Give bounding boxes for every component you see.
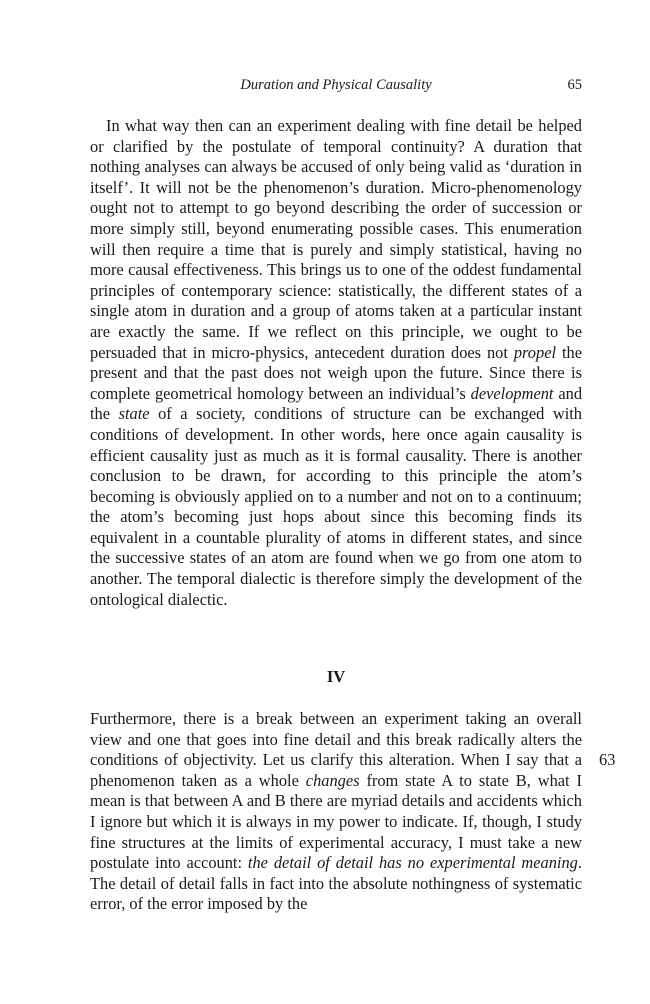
paragraph-2-text [90,709,582,915]
emphasis-detail-of-detail: the detail of detail has no experimental meaning [247,853,578,873]
text-run: and the [90,383,583,424]
text-run: . The detail of detail falls in fact into the absolute nothingness of systematic error, of the error imposed by the [90,853,582,914]
running-head [90,77,582,97]
running-title: Duration and Physical Causality [240,77,432,93]
text-run: the present and that the past does not weigh upon the future. Since there is complete geometrical homology between an individual’s [90,342,582,403]
text-run: In what way then can an experiment dealing with fine detail be helped or clarified by the postulate of temporal continuity? A duration that nothing analyses can always be accused of only being valid as ‘duration in itself’. It will not be the phenomenon’s duration. Micro-phenomenology ought not to attempt to go beyond describing the order of succession or more simply still, beyond enumerating possible cases. This enumeration will then require a time that is purely and simply statistical, having no more causal effectiveness. This brings us to one of the oddest fundamental principles of contemporary science: statistically, the different states of a single atom in duration and a group of atoms taken at a particular instant are exactly the same. If we reflect on this principle, we ought to be persuaded that in micro-physics, antecedent duration does not [90,116,582,362]
margin-page-number: 63 [599,750,616,769]
emphasis-changes: changes [305,770,360,790]
paragraph-2 [90,709,582,915]
emphasis-propel: propel [513,342,557,362]
emphasis-state: state [118,404,150,424]
text-run: from state A to state B, what I mean is that between A and B there are myriad details and accidents which I ignore but which it is always in my power to indicate. If, though, I study fine structures at the limits of experimental accuracy, I must take a new postulate into account: [90,770,582,873]
paragraph-1 [90,116,582,610]
text-run: Furthermore, there is a break between an experiment taking an overall view and one that goes into fine detail and this break radically alters the conditions of objectivity. Let us clarify this alteration. When I say that a phenomenon taken as a whole [90,709,582,790]
paragraph-1-text [90,116,582,610]
emphasis-development: development [470,383,554,403]
section-heading: IV [326,667,346,686]
text-run: of a society, conditions of structure can be exchanged with conditions of development. In other words, here once again causality is efficient causality just as much as it is formal causality. There is another conclusion to be drawn, for according to this principle the atom’s becoming is obviously applied on to a number and not on to a continuum; the atom’s becoming just hops about since this becoming finds its equivalent in a countable plurality of atoms in different states, and since the successive states of an atom are found when we go from one atom to another. The temporal dialectic is therefore simply the development of the ontological dialectic. [90,404,582,609]
page-number: 65 [567,77,582,93]
